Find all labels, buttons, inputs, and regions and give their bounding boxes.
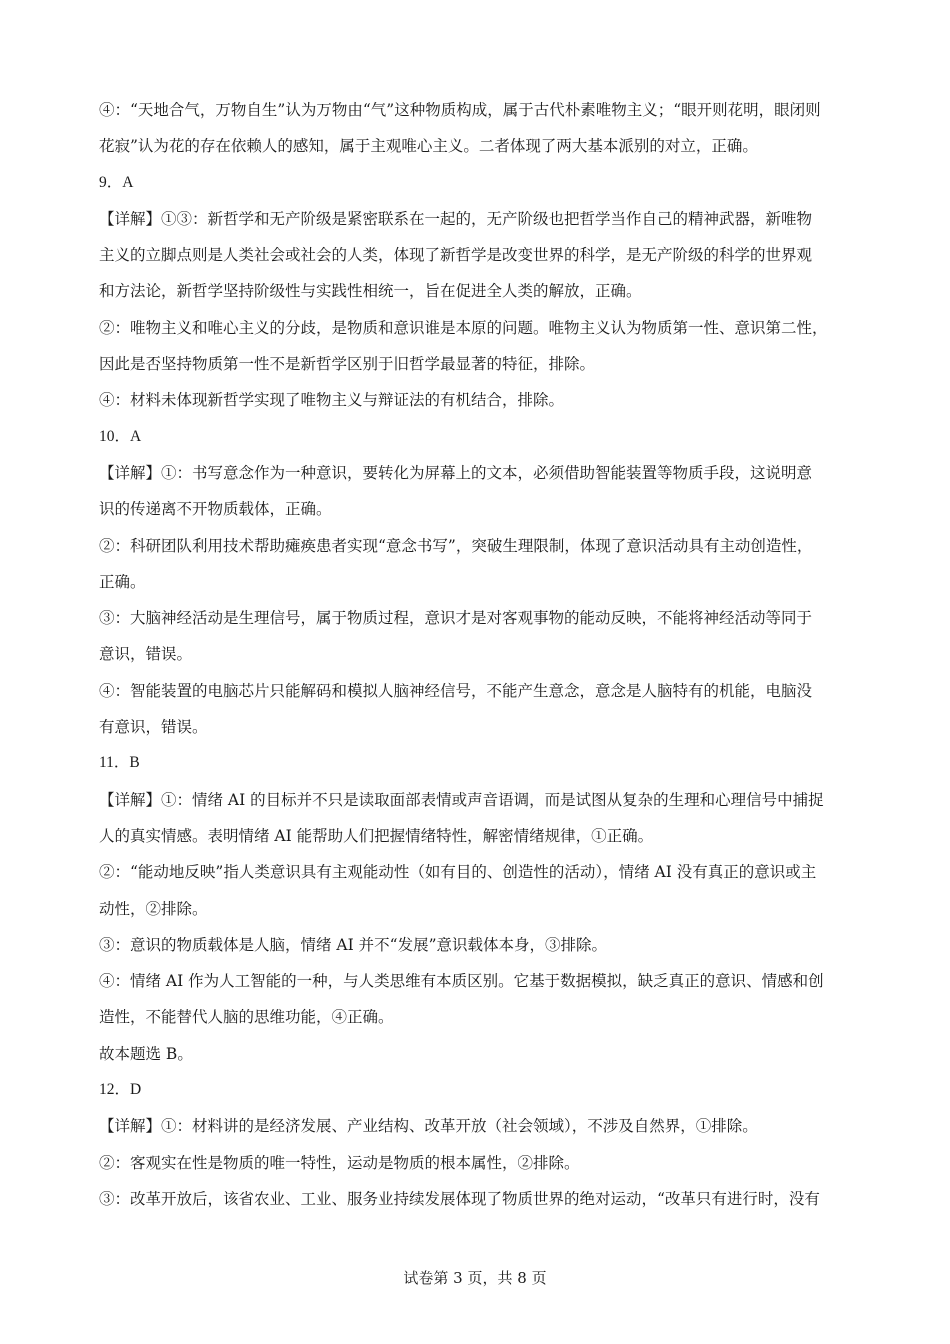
text-line: 和方法论，新哲学坚持阶级性与实践性相统一，旨在促进全人类的解放，正确。: [99, 282, 642, 301]
question-number: 9．A: [99, 173, 134, 191]
text-line: 意识，错误。: [99, 645, 193, 664]
question-number: 12．D: [99, 1081, 142, 1099]
answer-explanations: [99, 92, 857, 1217]
text-line: ②：客观实在性是物质的唯一特性，运动是物质的根本属性，②排除。: [99, 1153, 580, 1172]
text-line: 【详解】①：情绪 AI 的目标并不只是读取面部表情或声音语调，而是试图从复杂的生理和心理信号中捕捉: [99, 790, 824, 809]
text-line: 【详解】①：材料讲的是经济发展、产业结构、改革开放（社会领域），不涉及自然界，①排除。: [99, 1117, 758, 1136]
text-line: ④：智能装置的电脑芯片只能解码和模拟人脑神经信号，不能产生意念，意念是人脑特有的机能，电脑没: [99, 681, 813, 700]
text-line: ②：科研团队利用技术帮助瘫痪患者实现“意念书写”，突破生理限制，体现了意识活动具有主动创造性，: [99, 536, 813, 555]
text-line: ④：情绪 AI 作为人工智能的一种，与人类思维有本质区别。它基于数据模拟，缺乏真正的意识、情感和创: [99, 972, 824, 991]
text-line: ④：材料未体现新哲学实现了唯物主义与辩证法的有机结合，排除。: [99, 391, 565, 410]
text-line: 故本题选 B。: [99, 1044, 193, 1063]
text-line: 造性，不能替代人脑的思维功能，④正确。: [99, 1008, 394, 1027]
text-line: 识的传递离不开物质载体，正确。: [99, 500, 332, 519]
text-line: ④：“天地合气，万物自生”认为万物由“气”这种物质构成，属于古代朴素唯物主义；“眼开则花明，眼闭则: [99, 101, 821, 119]
text-line: ③：意识的物质载体是人脑，情绪 AI 并不“发展”意识载体本身，③排除。: [99, 935, 608, 954]
text-line: ②：唯物主义和唯心主义的分歧，是物质和意识谁是本原的问题。唯物主义认为物质第一性、意识第二性，: [99, 318, 828, 337]
text-line: 有意识，错误。: [99, 718, 208, 737]
text-line: 人的真实情感。表明情绪 AI 能帮助人们把握情绪特性，解密情绪规律，①正确。: [99, 826, 654, 845]
text-line: 【详解】①：书写意念作为一种意识，要转化为屏幕上的文本，必须借助智能装置等物质手段，这说明意: [99, 463, 813, 482]
question-number: 11．B: [99, 754, 140, 772]
text-line: 【详解】①③：新哲学和无产阶级是紧密联系在一起的，无产阶级也把哲学当作自己的精神武器，新唯物: [99, 209, 813, 228]
question-number: 10．A: [99, 427, 142, 445]
text-line: 正确。: [99, 572, 146, 591]
text-line: ②：“能动地反映”指人类意识具有主观能动性（如有目的、创造性的活动），情绪 AI 没有真正的意识或主: [99, 863, 817, 882]
text-line: ③：大脑神经活动是生理信号，属于物质过程，意识才是对客观事物的能动反映，不能将神经活动等同于: [99, 609, 813, 628]
text-line: 花寂”认为花的存在依赖人的感知，属于主观唯心主义。二者体现了两大基本派别的对立，正确。: [99, 137, 758, 156]
text-line: 因此是否坚持物质第一性不是新哲学区别于旧哲学最显著的特征，排除。: [99, 355, 596, 374]
text-line: 主义的立脚点则是人类社会或社会的人类，体现了新哲学是改变世界的科学，是无产阶级的科学的世界观: [99, 246, 813, 265]
text-line: ③：改革开放后，该省农业、工业、服务业持续发展体现了物质世界的绝对运动，“改革只有进行时，没有: [99, 1189, 820, 1208]
page-footer: 试卷第 3 页，共 8 页: [403, 1269, 547, 1287]
text-line: 动性，②排除。: [99, 899, 208, 918]
